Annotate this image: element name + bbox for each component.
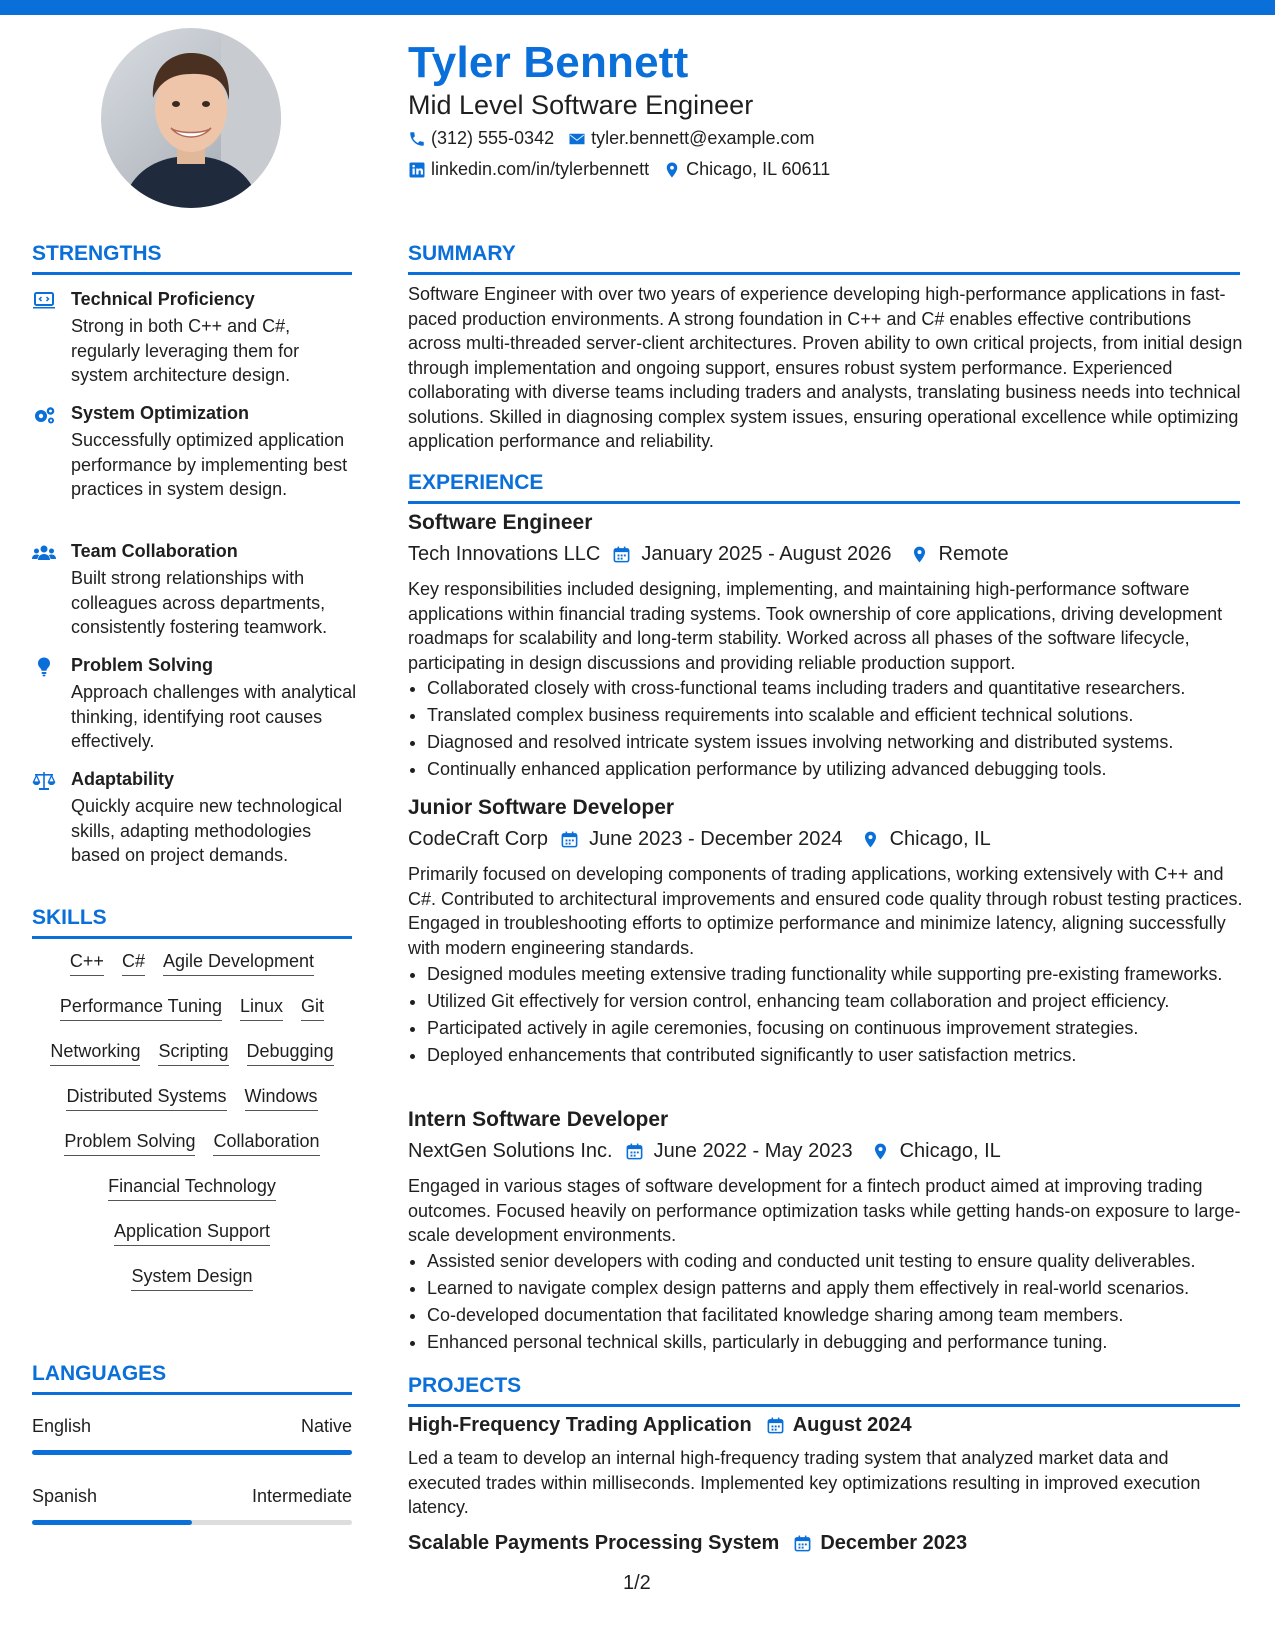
- gears-icon: [32, 405, 56, 425]
- skill-tag: Performance Tuning: [60, 995, 222, 1021]
- skill-tag: Windows: [245, 1085, 318, 1111]
- linkedin-contact[interactable]: [408, 159, 649, 180]
- list-item: • Designed modules meeting extensive trading functionality while supporting pre-existing frameworks.: [427, 962, 1262, 986]
- email-contact[interactable]: [568, 128, 814, 149]
- map-pin-icon: [871, 1142, 890, 1161]
- job-description: Engaged in various stages of software development for a fintech product aimed at improving trading outcomes. Focused heavily on performance optimization tasks while getting hands-on exposure to large-scale development environments.: [408, 1176, 1241, 1245]
- language-level: Native: [300, 1416, 352, 1436]
- job-description: Key responsibilities included designing, implementing, and maintaining high-performance software applications within financial trading systems. Took ownership of core applications, driving development roadmaps for scalability and long-term stability. Worked across all phases of the software lifecycle, participating in design discussions and providing reliable production support.: [408, 579, 1223, 673]
- list-item: • Co-developed documentation that facilitated knowledge sharing among team members.: [427, 1303, 1262, 1327]
- job-meta: [408, 1140, 1001, 1163]
- calendar-icon: [766, 1416, 785, 1435]
- projects-heading: PROJECTS: [408, 1374, 522, 1397]
- skill-tag: Scripting: [158, 1040, 228, 1066]
- strength-item: [32, 541, 357, 641]
- strength-desc: Strong in both C++ and C#, regularly leveraging them for system architecture design.: [71, 316, 300, 385]
- users-icon: [32, 543, 56, 563]
- experience-divider: [408, 501, 1240, 504]
- strengths-divider: [32, 272, 352, 275]
- summary-divider: [408, 272, 1240, 275]
- project-title: Scalable Payments Processing System: [408, 1532, 780, 1554]
- skill-row: [32, 1175, 352, 1220]
- envelope-icon: [568, 130, 586, 148]
- strength-title: Technical Proficiency: [71, 289, 255, 309]
- project-header: [408, 1414, 912, 1437]
- job-location: Remote: [938, 543, 1009, 565]
- skill-row: [32, 995, 352, 1040]
- language-level: Intermediate: [251, 1486, 352, 1506]
- list-item: • Participated actively in agile ceremonies, focusing on continuous improvement strategies.: [427, 1016, 1262, 1040]
- project-title: High-Frequency Trading Application: [408, 1414, 752, 1436]
- language-proficiency-track: [32, 1520, 352, 1525]
- strengths-heading: STRENGTHS: [32, 242, 162, 265]
- language-name: Spanish: [32, 1486, 98, 1506]
- strength-title: System Optimization: [71, 403, 250, 423]
- strength-desc: Quickly acquire new technological skills, adapting methodologies based on project demands.: [71, 796, 343, 865]
- skill-tag: Networking: [50, 1040, 140, 1066]
- job-bullets: [408, 962, 1262, 1070]
- location-text: Chicago, IL 60611: [686, 159, 831, 179]
- candidate-name: Tyler Bennett: [408, 38, 689, 87]
- job-bullets: [408, 676, 1262, 784]
- skill-row: [32, 1085, 352, 1130]
- skill-tag: Debugging: [247, 1040, 334, 1066]
- language-proficiency-track: [32, 1450, 352, 1455]
- top-accent-bar: [0, 0, 1275, 15]
- calendar-icon: [560, 830, 579, 849]
- map-pin-icon: [861, 830, 880, 849]
- profile-photo: [101, 28, 281, 208]
- job-company: CodeCraft Corp: [408, 828, 549, 850]
- skill-tag: Git: [301, 995, 324, 1021]
- skill-tag: Agile Development: [163, 950, 314, 976]
- linkedin-text: linkedin.com/in/tylerbennett: [431, 159, 650, 179]
- project-date: December 2023: [820, 1532, 968, 1554]
- skills-divider: [32, 936, 352, 939]
- location-contact: [663, 159, 830, 180]
- skill-tag: Problem Solving: [64, 1130, 195, 1156]
- list-item: • Translated complex business requirements into scalable and efficient technical solutions.: [427, 703, 1262, 727]
- job-dates: January 2025 - August 2026: [641, 543, 892, 565]
- candidate-title: Mid Level Software Engineer: [408, 90, 754, 120]
- laptop-code-icon: [32, 291, 56, 311]
- job-location: Chicago, IL: [889, 828, 991, 850]
- map-pin-icon: [910, 545, 929, 564]
- list-item: • Learned to navigate complex design patterns and apply them effectively in real-world scenarios.: [427, 1276, 1262, 1300]
- lightbulb-icon: [32, 657, 56, 677]
- strength-item: [32, 403, 357, 528]
- list-item: • Utilized Git effectively for version control, enhancing team collaboration and project efficiency.: [427, 989, 1262, 1013]
- strength-title: Problem Solving: [71, 655, 214, 675]
- job-meta: [408, 543, 1009, 566]
- strength-desc: Successfully optimized application performance by implementing best practices in system design.: [71, 430, 348, 499]
- strength-desc: Built strong relationships with colleagues across departments, consistently fostering teamwork.: [71, 568, 328, 637]
- contact-row-2: [408, 159, 844, 180]
- summary-heading: SUMMARY: [408, 242, 516, 265]
- experience-heading: EXPERIENCE: [408, 471, 544, 494]
- skill-tag: C++: [70, 950, 104, 976]
- projects-divider: [408, 1404, 1240, 1407]
- calendar-icon: [612, 545, 631, 564]
- job-description: Primarily focused on developing components of trading applications, working extensively with C++ and C#. Contributed to architectural improvements and ensured code quality through robust testing practices. Engaged in troubleshooting efforts to optimize performance and minimize latency, aligning successfully with modern engineering standards.: [408, 864, 1243, 958]
- skill-tag: C#: [122, 950, 145, 976]
- linkedin-icon: [408, 161, 426, 179]
- summary-text: Software Engineer with over two years of experience developing high-performance applications in fast-paced production environments. A strong foundation in C++ and C# enables effective contributions across multi-threaded server-client architectures. Proven ability to own critical projects, from initial design through implementation and ongoing support, ensures robust system performance. Experienced collaborating with diverse teams including traders and analysts, translating business needs into technical solutions. Skilled in diagnosing complex system issues, ensuring operational excellence while optimizing application performance and reliability.: [408, 284, 1243, 451]
- map-pin-icon: [663, 161, 681, 179]
- skill-tag: System Design: [131, 1265, 252, 1291]
- skill-tag: Collaboration: [213, 1130, 319, 1156]
- languages-divider: [32, 1392, 352, 1395]
- job-dates: June 2022 - May 2023: [653, 1140, 853, 1162]
- job-dates: June 2023 - December 2024: [589, 828, 843, 850]
- project-description: Led a team to develop an internal high-frequency trading system that analyzed market data and executed trades within milliseconds. Implemented key optimizations resulting in improved execution latency.: [408, 1448, 1201, 1517]
- skill-tag: Linux: [240, 995, 283, 1021]
- skill-row: [32, 1220, 352, 1265]
- skills-list: [32, 950, 352, 1310]
- skill-row: [32, 1130, 352, 1175]
- job-company: NextGen Solutions Inc.: [408, 1140, 613, 1162]
- list-item: • Diagnosed and resolved intricate system issues involving networking and distributed systems.: [427, 730, 1262, 754]
- calendar-icon: [793, 1534, 812, 1553]
- job-bullets: [408, 1249, 1262, 1357]
- skills-heading: SKILLS: [32, 906, 107, 929]
- languages-heading: LANGUAGES: [32, 1362, 167, 1385]
- skill-row: [32, 950, 352, 995]
- job-company: Tech Innovations LLC: [408, 543, 601, 565]
- job-title: Junior Software Developer: [408, 796, 675, 819]
- contact-row-1: [408, 128, 828, 149]
- project-date: August 2024: [792, 1414, 912, 1436]
- job-title: Software Engineer: [408, 511, 593, 534]
- phone-icon: [408, 130, 426, 148]
- job-title: Intern Software Developer: [408, 1108, 669, 1131]
- list-item: • Enhanced personal technical skills, particularly in debugging and performance tuning.: [427, 1330, 1262, 1354]
- balance-scale-icon: [32, 771, 56, 791]
- strength-title: Adaptability: [71, 769, 175, 789]
- strength-desc: Approach challenges with analytical thinking, identifying root causes effectively.: [71, 682, 357, 751]
- list-item: • Deployed enhancements that contributed significantly to user satisfaction metrics.: [427, 1043, 1262, 1067]
- skill-row: [32, 1265, 352, 1310]
- language-name: English: [32, 1416, 92, 1436]
- list-item: • Continually enhanced application performance by utilizing advanced debugging tools.: [427, 757, 1262, 781]
- page-number: 1/2: [623, 1572, 651, 1594]
- calendar-icon: [625, 1142, 644, 1161]
- list-item: • Collaborated closely with cross-functional teams including traders and quantitative researchers.: [427, 676, 1262, 700]
- list-item: • Assisted senior developers with coding and conducted unit testing to ensure quality deliverables.: [427, 1249, 1262, 1273]
- skill-tag: Distributed Systems: [66, 1085, 226, 1111]
- skill-tag: Application Support: [114, 1220, 270, 1246]
- strength-item: [32, 655, 357, 755]
- project-header: [408, 1532, 967, 1555]
- phone-text: (312) 555-0342: [431, 128, 555, 148]
- job-location: Chicago, IL: [899, 1140, 1001, 1162]
- language-proficiency-fill: [32, 1450, 352, 1455]
- skill-row: [32, 1040, 352, 1085]
- skill-tag: Financial Technology: [108, 1175, 276, 1201]
- phone-contact[interactable]: [408, 128, 554, 149]
- strength-item: [32, 289, 357, 389]
- email-text: tyler.bennett@example.com: [591, 128, 815, 148]
- job-meta: [408, 828, 991, 851]
- strength-title: Team Collaboration: [71, 541, 238, 561]
- strength-item: [32, 769, 357, 894]
- language-proficiency-fill: [32, 1520, 192, 1525]
